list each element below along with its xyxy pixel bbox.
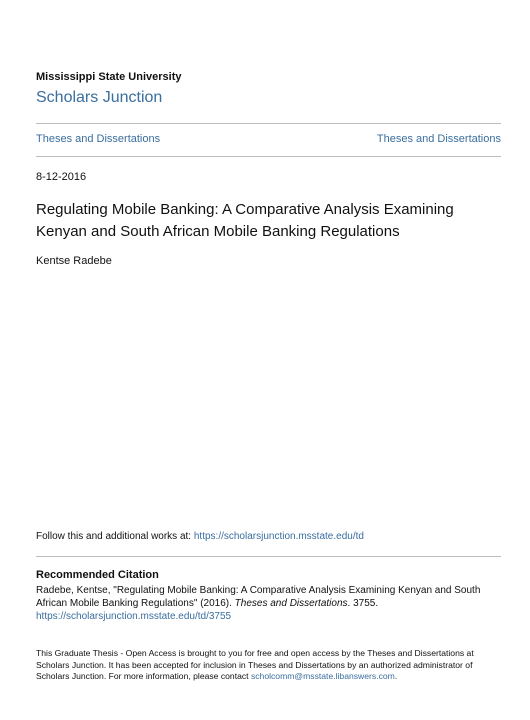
citation-series: Theses and Dissertations (234, 598, 348, 609)
divider-citation (36, 556, 501, 557)
follow-prefix: Follow this and additional works at: (36, 531, 194, 542)
citation-body: Radebe, Kentse, "Regulating Mobile Banking: A Comparative Analysis Examining Kenyan and South African Mobile Banking Regulations" (2016). (36, 585, 481, 609)
collection-link-right[interactable]: Theses and Dissertations (376, 133, 501, 145)
citation-number: . 3755. (347, 598, 379, 609)
citation-text (36, 584, 501, 623)
notice-text: This Graduate Thesis - Open Access is brought to you for free and open access by the Theses and Dissertations at Scholars Junction. It has been accepted for inclusion in Theses and Dissertations by an authorized administrator of Scholars Junction. For more information, please contact (36, 648, 474, 681)
divider-top (36, 123, 501, 124)
contact-email-link[interactable]: scholcomm@msstate.libanswers.com (250, 671, 395, 681)
publication-date: 8-12-2016 (36, 171, 87, 183)
university-name: Mississippi State University (36, 71, 182, 83)
document-title: Regulating Mobile Banking: A Comparative Analysis Examining Kenyan and South African Mobile Banking Regulations (36, 201, 454, 240)
collection-link-left[interactable]: Theses and Dissertations (36, 133, 161, 145)
follow-line (36, 531, 364, 542)
divider-collection (36, 156, 501, 157)
follow-url-link[interactable]: https://scholarsjunction.msstate.edu/td (193, 531, 364, 542)
repository-name-link[interactable]: Scholars Junction (36, 89, 163, 106)
citation-url-link[interactable]: https://scholarsjunction.msstate.edu/td/3755 (36, 611, 232, 622)
author-name: Kentse Radebe (36, 255, 112, 267)
notice-end: . (394, 671, 398, 681)
access-notice (36, 648, 501, 683)
recommended-citation-heading: Recommended Citation (36, 569, 159, 581)
